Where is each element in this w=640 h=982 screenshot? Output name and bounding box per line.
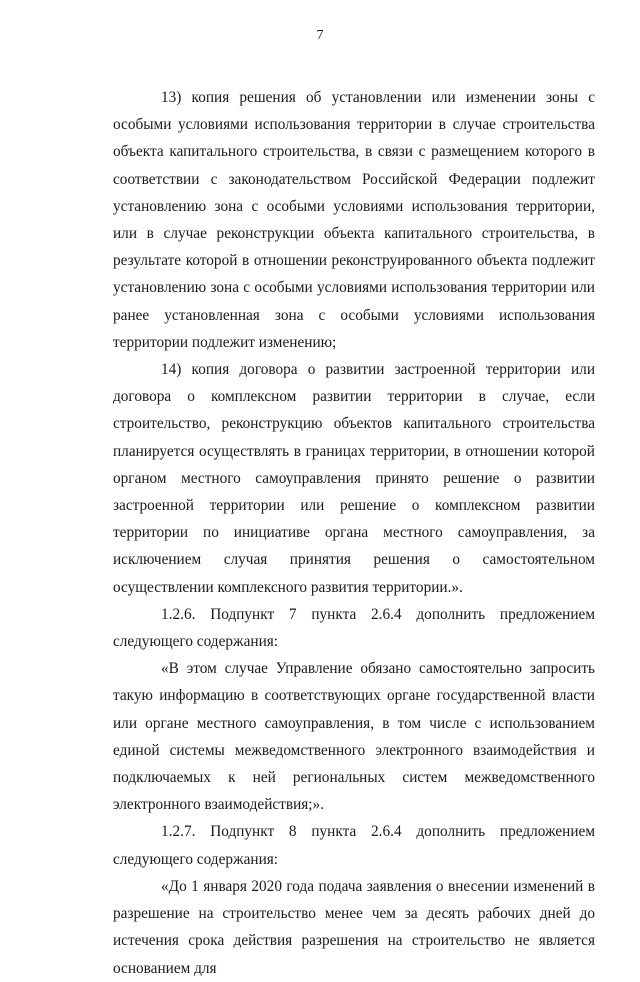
paragraph-item-13: 13) копия решения об установлении или изменении зоны с особыми условиями использования территории в случае строительства объекта капитального строительства, в связи с размещением которого в соответствии с законодательством Российской Федерации подлежит установлению зона с особыми условиями использования территории, или в случае реконструкции объекта капитального строительства, в результате которой в отношении реконструированного объекта подлежит установлению зона с особыми условиями использования территории или ранее установленная зона с особыми условиями использования территории подлежит изменению; — [113, 89, 595, 351]
paragraph-1-2-6: 1.2.6. Подпункт 7 пункта 2.6.4 дополнить предложением следующего содержания: — [113, 605, 595, 651]
document-body — [113, 84, 595, 982]
paragraph-item-14: 14) копия договора о развитии застроенной территории или договора о комплексном развитии территории в случае, если строительство, реконструкцию объектов капитального строительства планируется осуществлять в границах территории, в отношении которой органом местного самоуправления принято решение о развитии застроенной территории или решение о комплексном развитии территории по инициативе органа местного самоуправления, за исключением случая принятия решения о самостоятельном осуществлении комплексного развития территории.». — [113, 361, 595, 596]
paragraph-quote-management: «В этом случае Управление обязано самостоятельно запросить такую информацию в соответствующих органе государственной власти или органе местного самоуправления, в том числе с использованием единой системы межведомственного электронного взаимодействия и подключаемых к ней региональных систем межведомственного электронного взаимодействия;». — [113, 660, 595, 814]
page-number: 7 — [316, 28, 324, 43]
paragraph-quote-2020: «До 1 января 2020 года подача заявления о внесении изменений в разрешение на строительство менее чем за десять рабочих дней до истечения срока действия разрешения на строительство не является основанием для — [113, 877, 595, 977]
paragraph-1-2-7: 1.2.7. Подпункт 8 пункта 2.6.4 дополнить предложением следующего содержания: — [113, 823, 595, 868]
